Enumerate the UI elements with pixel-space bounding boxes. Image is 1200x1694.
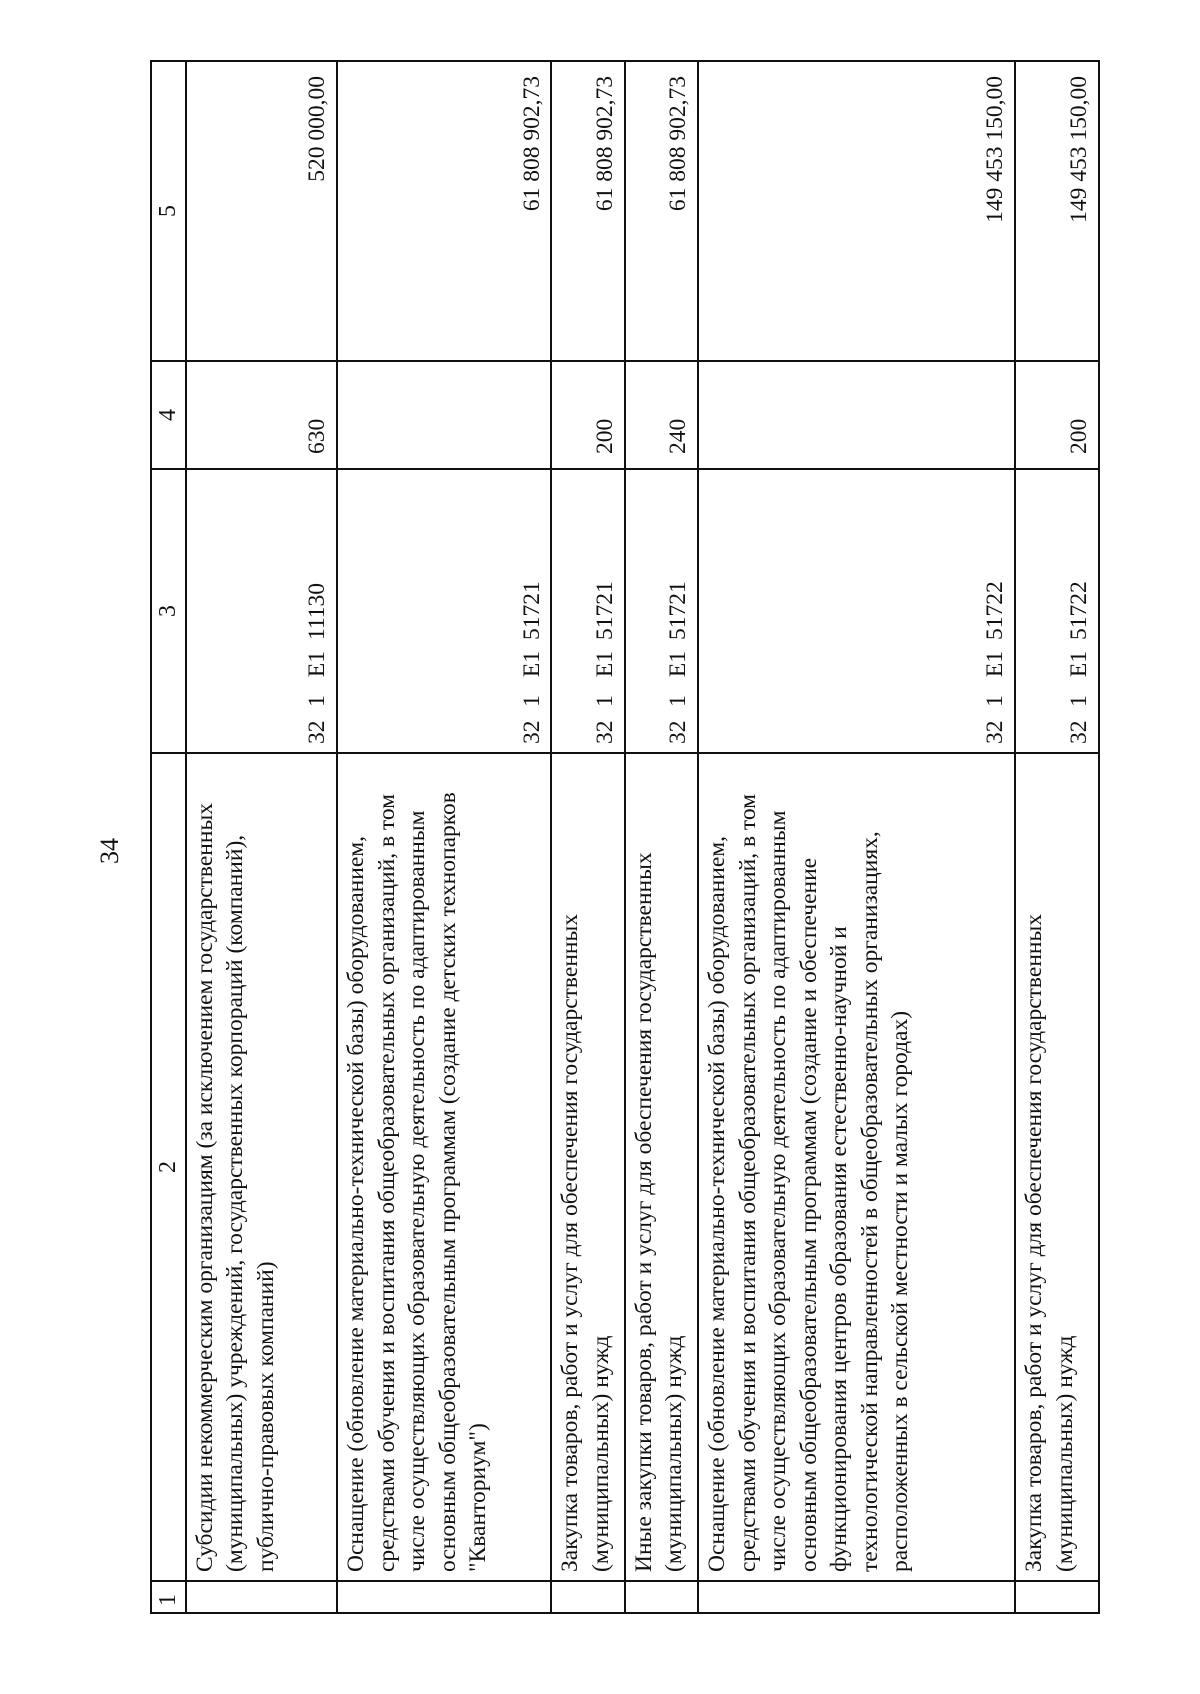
row-description: Оснащение (обновление материально-технической базы) оборудованием, средствами обучения и воспитания общеобразовательных организаций, в том числе осуществляющих образовательную деятельность по адаптированным основным общеобразовательным программам (создание и обеспечение функционирования центров образования естественно-научной и технологической направленностей в общеобразовательных организациях, расположенных в сельской местности и малых городах) (698, 753, 1015, 1581)
code-part: 51721 (518, 581, 545, 640)
table-row (1015, 61, 1099, 1613)
row-amount: 61 808 902,73 (551, 61, 624, 361)
row-code (337, 469, 551, 753)
row-col-1 (186, 1581, 337, 1613)
header-col-2: 2 (151, 753, 186, 1581)
code-part: 1 (518, 695, 545, 707)
row-description: Оснащение (обновление материально-технической базы) оборудованием, средствами обучения и воспитания общеобразовательных организаций, в том числе осуществляющих образовательную деятельность по адаптированным основным общеобразовательным программам (создание детских технопарков "Кванториум") (337, 753, 551, 1581)
row-col-1 (698, 1581, 1015, 1613)
code-part: Е1 (665, 650, 692, 678)
code-part: 51721 (665, 581, 692, 640)
row-col-1 (625, 1581, 698, 1613)
row-group (698, 361, 1015, 469)
row-group: 630 (186, 361, 337, 469)
code-part: 1 (304, 695, 331, 707)
header-col-1: 1 (151, 1581, 186, 1613)
row-code (698, 469, 1015, 753)
table-row (337, 61, 551, 1613)
row-amount: 61 808 902,73 (625, 61, 698, 361)
code-part: Е1 (982, 650, 1009, 678)
budget-table-container (150, 62, 1100, 1614)
row-description: Иные закупки товаров, работ и услуг для обеспечения государственных (муниципальных) нужд (625, 753, 698, 1581)
code-part: 32 (665, 720, 692, 744)
header-row (151, 61, 186, 1613)
row-col-1 (337, 1581, 551, 1613)
row-group: 240 (625, 361, 698, 469)
code-part: 1 (592, 695, 618, 707)
row-group: 200 (1015, 361, 1099, 469)
code-part: 1 (982, 695, 1009, 707)
code-part: 1 (1066, 695, 1093, 707)
row-code (551, 469, 624, 753)
code-part: 32 (304, 720, 331, 744)
row-description: Закупка товаров, работ и услуг для обеспечения государственных (муниципальных) нужд (551, 753, 624, 1581)
code-part: Е1 (1066, 650, 1093, 678)
code-part: 32 (982, 720, 1009, 744)
row-description: Закупка товаров, работ и услуг для обеспечения государственных (муниципальных) нужд (1015, 753, 1099, 1581)
row-description: Субсидии некоммерческим организациям (за исключением государственных (муниципальных) учреждений, государственных корпораций (компаний), публично-правовых компаний) (186, 753, 337, 1581)
header-col-3: 3 (151, 469, 186, 753)
row-amount: 149 453 150,00 (1015, 61, 1099, 361)
row-amount: 61 808 902,73 (337, 61, 551, 361)
page-number: 34 (95, 838, 124, 864)
table-row (698, 61, 1015, 1613)
code-part: 32 (592, 720, 618, 744)
table-row (186, 61, 337, 1613)
row-code (625, 469, 698, 753)
code-part: 51722 (982, 581, 1009, 640)
budget-table (150, 60, 1100, 1614)
table-row (625, 61, 698, 1613)
row-amount: 149 453 150,00 (698, 61, 1015, 361)
row-code (1015, 469, 1099, 753)
row-code (186, 469, 337, 753)
row-group: 200 (551, 361, 624, 469)
row-group (337, 361, 551, 469)
header-col-4: 4 (151, 361, 186, 469)
code-part: 51721 (592, 581, 618, 640)
header-col-5: 5 (151, 61, 186, 361)
row-col-1 (551, 1581, 624, 1613)
row-col-1 (1015, 1581, 1099, 1613)
code-part: 32 (1066, 720, 1093, 744)
code-part: 32 (518, 720, 545, 744)
code-part: 11130 (304, 582, 331, 640)
code-part: 51722 (1066, 581, 1093, 640)
table-row (551, 61, 624, 1613)
code-part: Е1 (518, 650, 545, 678)
row-amount: 520 000,00 (186, 61, 337, 361)
code-part: 1 (665, 695, 692, 707)
code-part: Е1 (592, 650, 618, 678)
code-part: Е1 (304, 650, 331, 678)
rotated-table-frame (150, 62, 1100, 1614)
